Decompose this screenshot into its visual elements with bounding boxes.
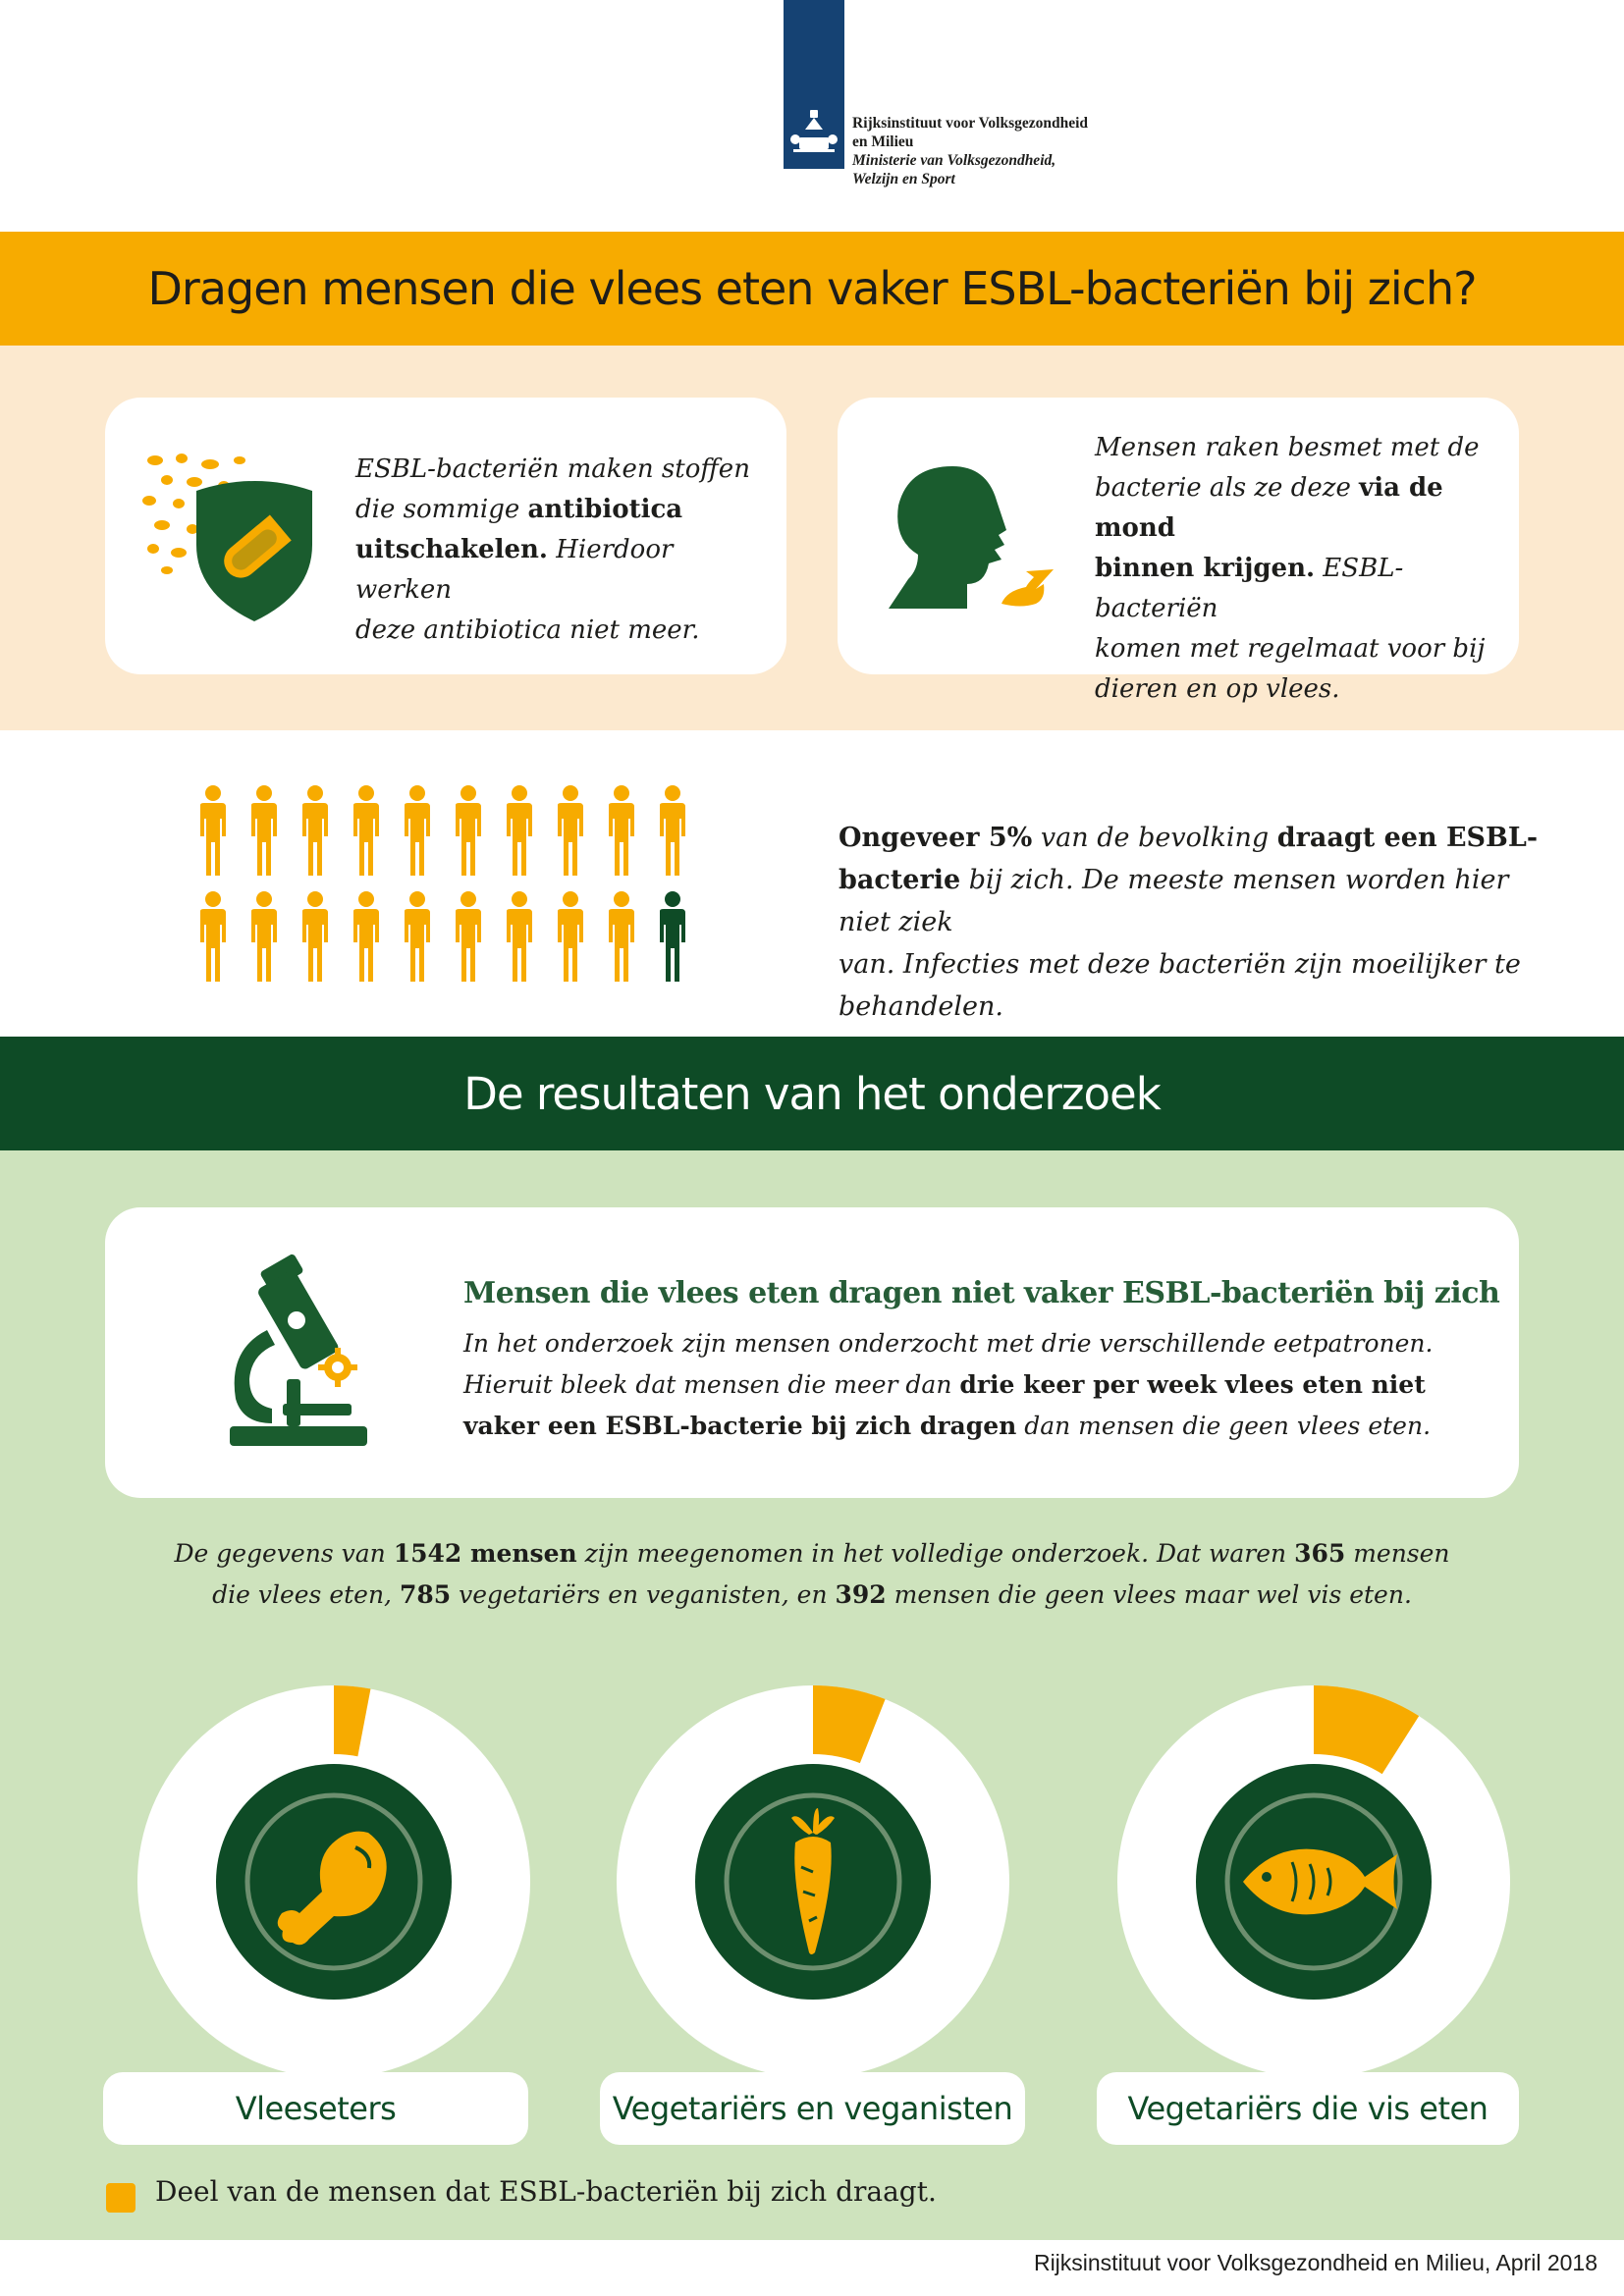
study-statistics [118,1533,1506,1616]
person-icon [456,891,481,982]
pie-chart-pescatarians [1117,1685,1510,2078]
person-icon [660,785,685,876]
person-icon [302,785,328,876]
stats-line-1e: mensen [1345,1539,1450,1568]
infection-line-5: dieren en op vlees. [1095,674,1340,704]
population-line-1c: draagt een ESBL- [1276,823,1539,853]
stats-line-2b: 785 [399,1580,452,1609]
infection-line-3a: binnen krijgen. [1095,554,1316,583]
microscope-icon [228,1252,375,1448]
stats-line-1c: zijn meegenomen in het volledige onderzoek. Dat waren [576,1539,1295,1568]
results-body [463,1323,1514,1447]
person-icon [405,891,430,982]
antibiotics-line-3b: Hierdoor werken [355,535,674,605]
population-line-2a: bacterie [839,865,961,895]
person-icon [558,785,583,876]
results-line-2a: Hieruit bleek dat mensen die meer dan [463,1370,960,1399]
stats-line-2c: vegetariërs en veganisten, en [451,1580,836,1609]
stats-line-1b: 1542 mensen [393,1539,577,1568]
rijksoverheid-logo-bar [784,0,844,169]
ministry-line-1: Ministerie van Volksgezondheid, [852,152,1056,169]
person-icon [251,785,277,876]
person-icon [507,891,532,982]
population-line-2b: bij zich. De meeste mensen worden hier niet ziek [839,865,1509,937]
section1-title: Dragen mensen die vlees eten vaker ESBL-bacteriën bij zich? [147,262,1477,315]
population-line-1b: van de bevolking [1032,823,1277,853]
person-icon [558,891,583,982]
results-line-2b: drie keer per week vlees eten niet [959,1370,1426,1399]
legend-swatch [106,2183,135,2213]
antibiotics-line-1: ESBL-bacteriën maken stoffen [355,454,750,484]
population-pictogram [191,780,702,987]
person-icon [456,785,481,876]
org-line-1: Rijksinstituut voor Volksgezondheid [852,115,1089,132]
infection-text [1095,428,1507,710]
organization-name [852,114,1088,188]
coat-of-arms-icon [784,0,844,169]
ministry-line-2: Welzijn en Sport [852,171,955,187]
person-icon [251,891,277,982]
results-heading: Mensen die vlees eten dragen niet vaker ESBL-bacteriën bij zich [463,1276,1500,1310]
person-icon [507,785,532,876]
stats-line-2a: die vlees eten, [212,1580,400,1609]
infection-line-3b: ESBL-bacteriën [1095,554,1404,623]
person-icon-carrier [660,891,685,982]
head-mouth-icon [879,461,1060,618]
infection-line-4: komen met regelmaat voor bij [1095,634,1486,664]
population-line-3: van. Infecties met deze bacteriën zijn moeilijker te behandelen. [839,949,1521,1022]
person-icon [353,785,379,876]
results-line-1: In het onderzoek zijn mensen onderzocht met drie verschillende eetpatronen. [463,1329,1434,1358]
pie-chart-vegetarians-vegans [617,1685,1009,2078]
person-icon [200,785,226,876]
group-label-pescatarians: Vegetariërs die vis eten [1097,2072,1519,2145]
person-icon [200,891,226,982]
person-icon [353,891,379,982]
pie-chart-meat-eaters [137,1685,530,2078]
person-icon [405,785,430,876]
org-line-2: en Milieu [852,133,914,150]
bacteria-shield-icon [137,447,324,623]
results-line-3b: dan mensen die geen vlees eten. [1016,1412,1432,1440]
antibiotics-line-2a: die sommige [355,495,528,524]
infection-line-1: Mensen raken besmet met de [1095,433,1480,462]
footer-credit: Rijksinstituut voor Volksgezondheid en Milieu, April 2018 [1033,2250,1597,2275]
infection-line-2b: via de mond [1095,473,1443,543]
population-line-1a: Ongeveer 5% [839,823,1033,853]
person-icon [302,891,328,982]
group-label-meat-eaters: Vleeseters [103,2072,528,2145]
infection-line-2a: bacterie als ze deze [1095,473,1360,503]
person-icon [609,891,634,982]
stats-line-2d: 392 [835,1580,887,1609]
antibiotics-line-3a: uitschakelen. [355,535,548,564]
stats-line-1d: 365 [1294,1539,1346,1568]
group-label-vegetarians-vegans: Vegetariërs en veganisten [600,2072,1025,2145]
antibiotics-line-2b: antibiotica [527,495,683,524]
antibiotics-text [355,450,768,651]
antibiotics-line-4: deze antibiotica niet meer. [355,615,700,645]
results-line-3a: vaker een ESBL-bacterie bij zich dragen [463,1412,1017,1440]
stats-line-2e: mensen die geen vlees maar wel vis eten. [886,1580,1412,1609]
section2-title: De resultaten van het onderzoek [463,1067,1161,1120]
person-icon [609,785,634,876]
stats-line-1a: De gegevens van [174,1539,394,1568]
legend-label: Deel van de mensen dat ESBL-bacteriën bij zich draagt. [155,2175,937,2208]
population-text [839,817,1545,1028]
